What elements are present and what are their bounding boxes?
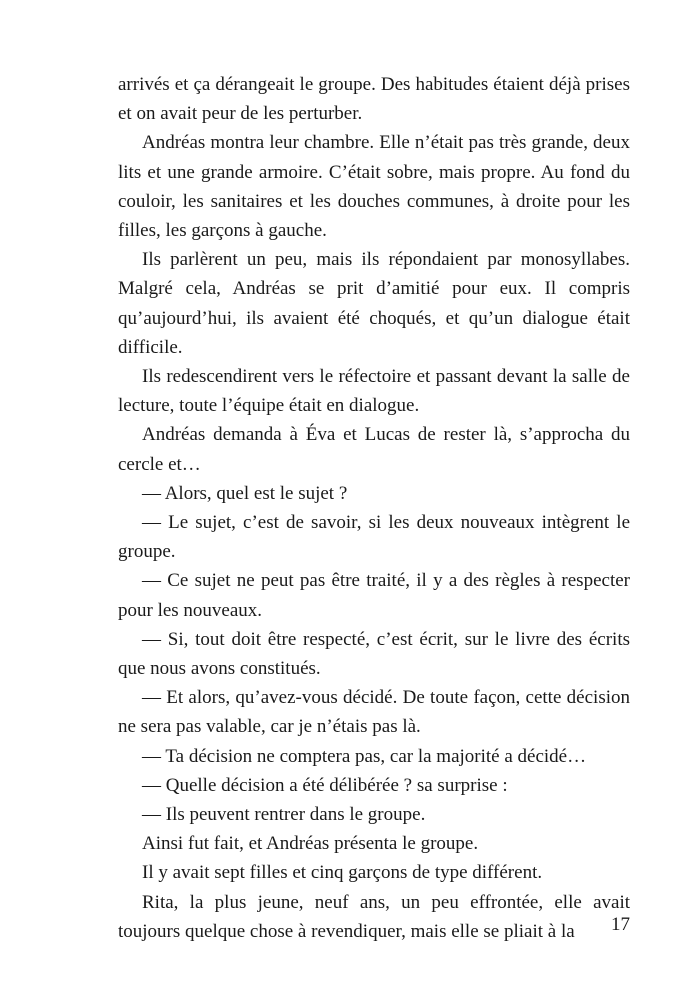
dialogue-line: — Quelle décision a été délibérée ? sa surprise :: [142, 774, 508, 796]
page-number: 17: [611, 914, 630, 935]
dialogue-line: — Ta décision ne comptera pas, car la majorité a décidé…: [142, 745, 587, 767]
paragraph: Rita, la plus jeune, neuf ans, un peu effrontée, elle avait toujours quelque chose à revendiquer, mais elle se pliait à la: [118, 891, 630, 942]
paragraph: Andréas montra leur chambre. Elle n’était pas très grande, deux lits et une grande armoire. C’était sobre, mais propre. Au fond du couloir, les sanitaires et les douches communes, à droite pour les filles, les garçons à gauche.: [118, 132, 630, 242]
paragraph: Ils parlèrent un peu, mais ils répondaient par monosyllabes. Malgré cela, Andréas se prit d’amitié pour eux. Il compris qu’aujourd’hui, ils avaient été choqués, et qu’un dialogue était difficile.: [118, 249, 630, 358]
page-body: [118, 70, 630, 946]
paragraph: arrivés et ça dérangeait le groupe. Des habitudes étaient déjà prises et on avait peur de les perturber.: [118, 74, 630, 125]
paragraph: Il y avait sept filles et cinq garçons de type différent.: [142, 862, 543, 884]
paragraph: Andréas demanda à Éva et Lucas de rester là, s’approcha du cercle et…: [118, 424, 630, 475]
dialogue-line: — Ce sujet ne peut pas être traité, il y a des règles à respecter pour les nouveaux.: [118, 570, 630, 621]
paragraph: Ils redescendirent vers le réfectoire et passant devant la salle de lecture, toute l’équipe était en dialogue.: [118, 366, 630, 417]
dialogue-line: — Et alors, qu’avez-vous décidé. De toute façon, cette décision ne sera pas valable, car je n’étais pas là.: [118, 687, 630, 738]
dialogue-line: — Alors, quel est le sujet ?: [142, 482, 348, 504]
paragraph: Ainsi fut fait, et Andréas présenta le groupe.: [142, 833, 479, 855]
dialogue-line: — Si, tout doit être respecté, c’est écrit, sur le livre des écrits que nous avons constitués.: [118, 628, 630, 680]
dialogue-line: — Ils peuvent rentrer dans le groupe.: [142, 804, 426, 826]
dialogue-line: — Le sujet, c’est de savoir, si les deux nouveaux intègrent le groupe.: [118, 512, 630, 563]
